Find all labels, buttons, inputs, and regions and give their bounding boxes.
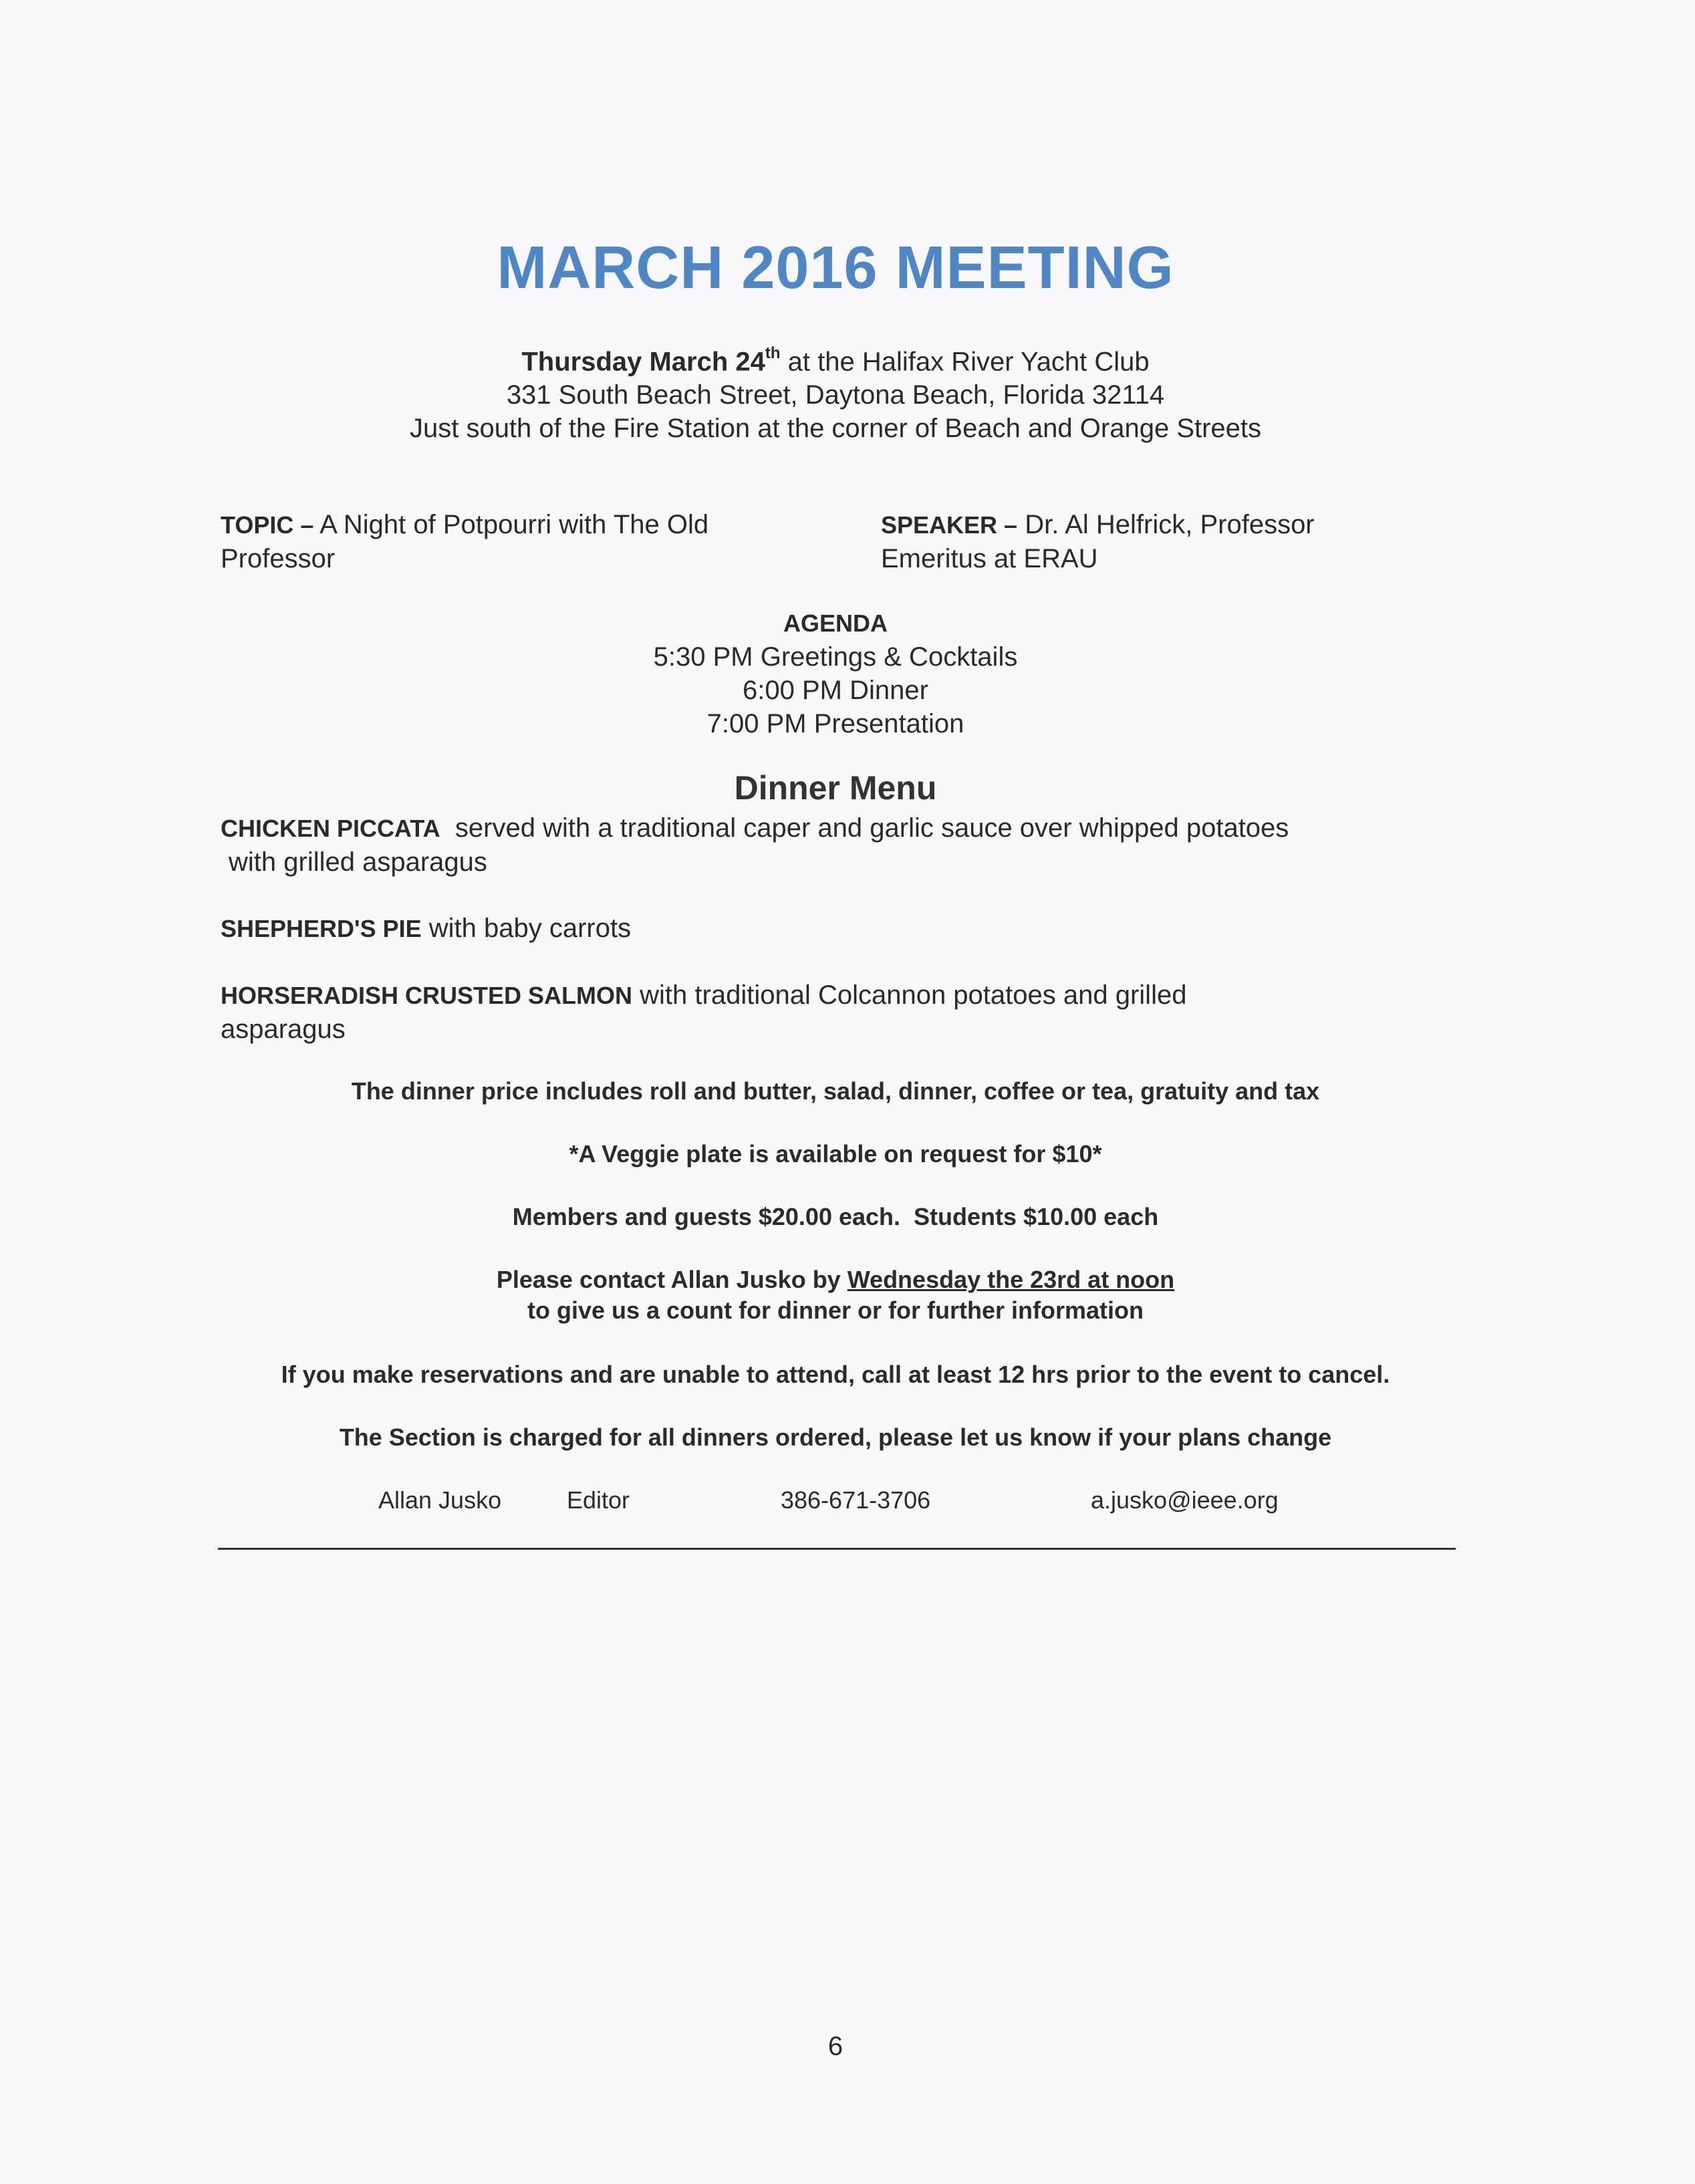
contact-line2: to give us a count for dinner or for further information xyxy=(527,1296,1144,1324)
prices-note: Members and guests $20.00 each. Students $10.00 each xyxy=(512,1203,1159,1230)
venue-block xyxy=(0,339,1671,445)
dish-name: HORSERADISH CRUSTED SALMON xyxy=(221,982,633,1009)
venue-location: at the Halifax River Yacht Club xyxy=(780,347,1150,377)
price-includes-note: The dinner price includes roll and butter, salad, dinner, coffee or tea, gratuity and tax xyxy=(351,1077,1320,1105)
dish-description-continued: with grilled asparagus xyxy=(229,847,487,877)
editor-phone: 386-671-3706 xyxy=(781,1486,931,1514)
menu-heading: Dinner Menu xyxy=(734,769,937,807)
menu-item-shepherds-pie xyxy=(221,912,1424,946)
agenda-heading: AGENDA xyxy=(783,609,888,637)
horizontal-divider xyxy=(218,1548,1456,1550)
dish-description: served with a traditional caper and garlic sauce over whipped potatoes xyxy=(440,813,1289,843)
dish-description-continued: asparagus xyxy=(221,1014,346,1044)
editor-name: Allan Jusko xyxy=(378,1486,502,1514)
contact-note xyxy=(0,1264,1671,1326)
speaker-label: SPEAKER – xyxy=(881,511,1018,539)
meeting-date: Thursday March 24 xyxy=(521,347,765,377)
contact-deadline: Wednesday the 23rd at noon xyxy=(847,1266,1175,1293)
speaker-block xyxy=(881,508,1416,575)
page-number: 6 xyxy=(827,2032,843,2061)
venue-directions: Just south of the Fire Station at the corner of Beach and Orange Streets xyxy=(409,414,1262,444)
contact-prefix: Please contact Allan Jusko by xyxy=(496,1266,847,1293)
menu-item-chicken-piccata xyxy=(221,811,1424,879)
menu-item-salmon xyxy=(221,978,1424,1046)
agenda-item: 7:00 PM Presentation xyxy=(706,709,964,738)
agenda-item: 6:00 PM Dinner xyxy=(743,676,928,705)
charged-note: The Section is charged for all dinners ordered, please let us know if your plans change xyxy=(339,1423,1332,1451)
page-title: MARCH 2016 MEETING xyxy=(497,235,1174,301)
topic-text: A Night of Potpourri with The Old Professor xyxy=(221,510,709,573)
dish-name: CHICKEN PICCATA xyxy=(221,815,440,842)
cancel-note: If you make reservations and are unable to attend, call at least 12 hrs prior to the event to cancel. xyxy=(281,1361,1390,1388)
agenda-item: 5:30 PM Greetings & Cocktails xyxy=(653,642,1018,672)
editor-role: Editor xyxy=(567,1486,630,1514)
speaker-text: Dr. Al Helfrick, Professor Emeritus at ERAU xyxy=(881,510,1315,573)
venue-address: 331 South Beach Street, Daytona Beach, Florida 32114 xyxy=(506,380,1165,410)
topic-block xyxy=(221,508,795,575)
veggie-note: *A Veggie plate is available on request for $10* xyxy=(569,1140,1102,1168)
dish-name: SHEPHERD'S PIE xyxy=(221,915,422,942)
dish-description: with traditional Colcannon potatoes and grilled xyxy=(632,980,1187,1010)
agenda-block xyxy=(0,607,1671,740)
dish-description: with baby carrots xyxy=(421,914,632,943)
editor-email: a.jusko@ieee.org xyxy=(1091,1486,1279,1514)
date-ordinal: th xyxy=(765,344,781,362)
topic-label: TOPIC – xyxy=(221,511,314,539)
venue-date-line xyxy=(0,339,1671,378)
